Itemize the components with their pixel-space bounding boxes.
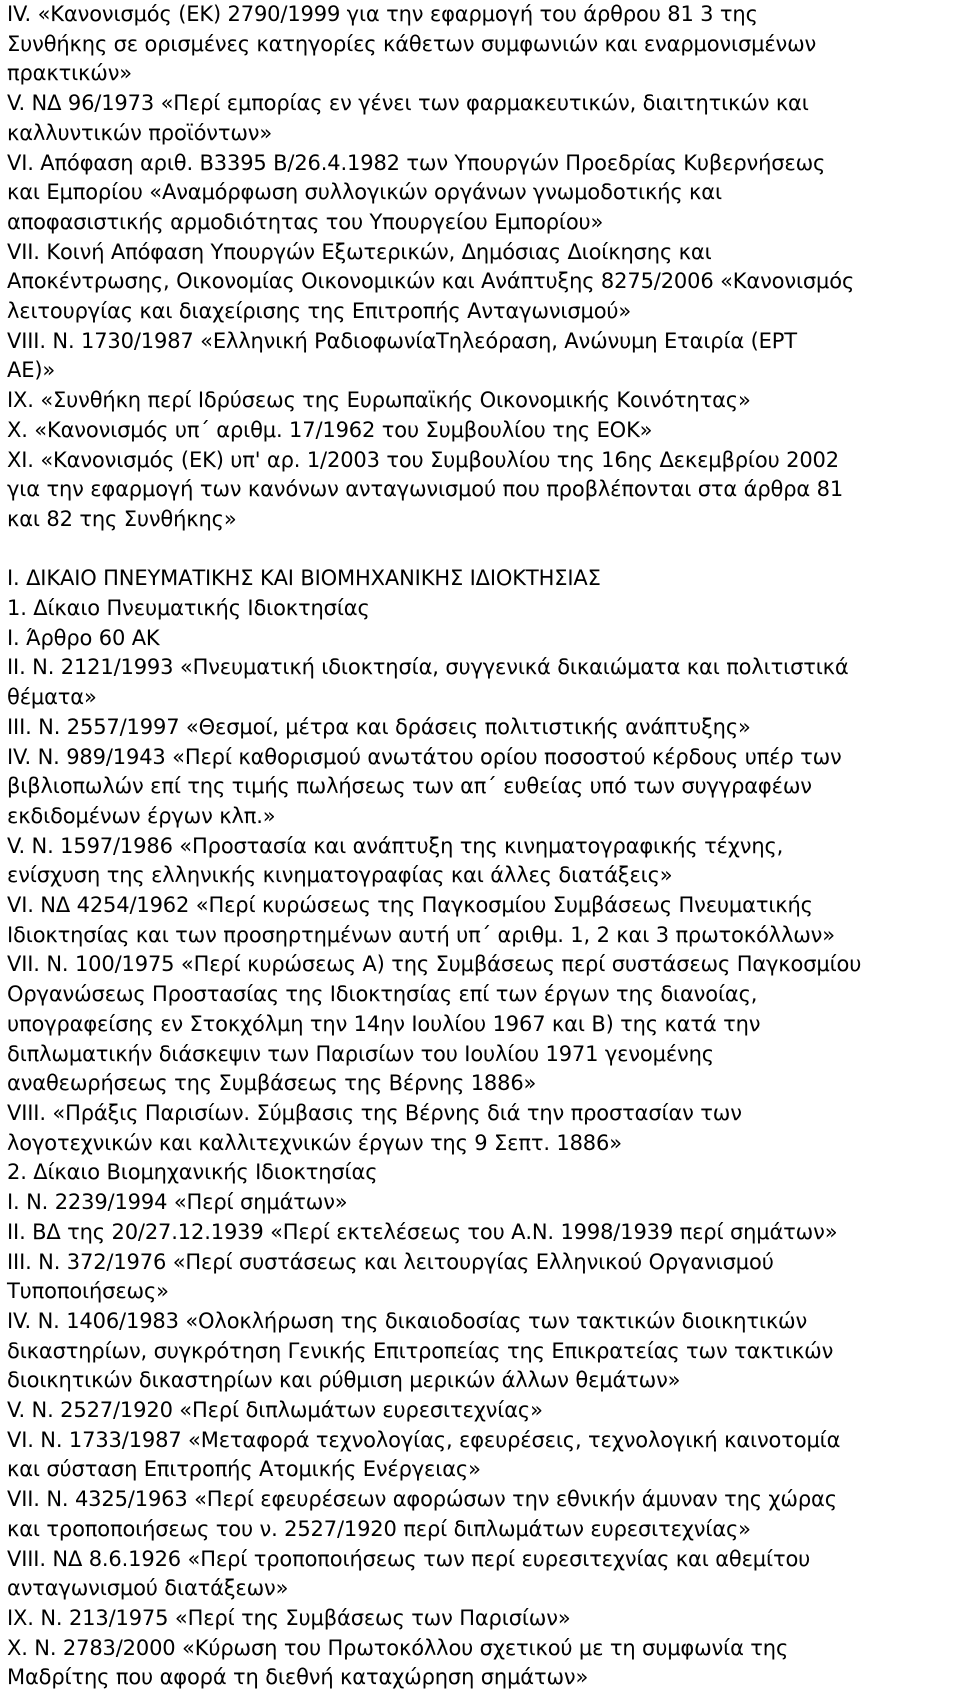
text-line: IX. «Συνθήκη περί Ιδρύσεως της Ευρωπαϊκής Οικονομικής Κοινότητας» [7, 388, 751, 413]
text-line: Συνθήκης σε ορισμένες κατηγορίες κάθετων συμφωνιών και εναρμονισμένων [7, 31, 817, 56]
text-line: I. Ν. 2239/1994 «Περί σημάτων» [7, 1190, 348, 1215]
text-line: IV. Ν. 1406/1983 «Ολοκλήρωση της δικαιοδοσίας των τακτικών διοικητικών [7, 1308, 808, 1333]
text-line: διπλωματικήν διάσκεψιν των Παρισίων του Ιουλίου 1971 γενομένης [7, 1041, 714, 1066]
text-line: 2. Δίκαιο Βιομηχανικής Ιδιοκτησίας [7, 1160, 378, 1185]
text-line: VI. Απόφαση αριθ. Β3395 Β/26.4.1982 των Υπουργών Προεδρίας Κυβερνήσεως [7, 150, 826, 175]
text-line: ΑΕ)» [7, 358, 56, 383]
text-line: I. ΔΙΚΑΙΟ ΠΝΕΥΜΑΤΙΚΗΣ ΚΑΙ ΒΙΟΜΗΧΑΝΙΚΗΣ ΙΔΙΟΚΤΗΣΙΑΣ [7, 566, 601, 591]
text-line: V. ΝΔ 96/1973 «Περί εμπορίας εν γένει των φαρμακευτικών, διαιτητικών και [7, 91, 809, 116]
text-line: X. «Κανονισμός υπ΄ αριθμ. 17/1962 του Συμβουλίου της ΕΟΚ» [7, 417, 653, 442]
text-line: VII. Κοινή Απόφαση Υπουργών Εξωτερικών, Δημόσιας Διοίκησης και [7, 239, 712, 264]
text-line: και τροποποιήσεως του ν. 2527/1920 περί διπλωμάτων ευρεσιτεχνίας» [7, 1516, 751, 1541]
text-line: 1. Δίκαιο Πνευματικής Ιδιοκτησίας [7, 596, 370, 621]
text-line: Ιδιοκτησίας και των προσηρτημένων αυτή υπ΄ αριθμ. 1, 2 και 3 πρωτοκόλλων» [7, 922, 835, 947]
text-line: II. ΒΔ της 20/27.12.1939 «Περί εκτελέσεως του Α.Ν. 1998/1939 περί σημάτων» [7, 1219, 838, 1244]
text-line: θέματα» [7, 685, 97, 710]
text-line: V. Ν. 1597/1986 «Προστασία και ανάπτυξη της κινηματογραφικής τέχνης, [7, 833, 784, 858]
text-line: VII. Ν. 4325/1963 «Περί εφευρέσεων αφορώσων την εθνικήν άμυναν της χώρας [7, 1487, 837, 1512]
text-line: βιβλιοπωλών επί της τιμής πωλήσεως των απ΄ ευθείας υπό των συγγραφέων [7, 774, 812, 799]
text-line: Τυποποιήσεως» [7, 1279, 169, 1304]
text-line: Οργανώσεως Προστασίας της Ιδιοκτησίας επί των έργων της διανοίας, [7, 982, 758, 1007]
text-line: Αποκέντρωσης, Οικονομίας Οικονομικών και Ανάπτυξης 8275/2006 «Κανονισμός [7, 269, 855, 294]
text-line: V. Ν. 2527/1920 «Περί διπλωμάτων ευρεσιτεχνίας» [7, 1398, 543, 1423]
text-line: διοικητικών δικαστηρίων και ρύθμιση μερικών άλλων θεμάτων» [7, 1368, 681, 1393]
text-line: και σύσταση Επιτροπής Ατομικής Ενέργειας» [7, 1457, 481, 1482]
text-line: II. Ν. 2121/1993 «Πνευματική ιδιοκτησία, συγγενικά δικαιώματα και πολιτιστικά [7, 655, 849, 680]
text-line: X. Ν. 2783/2000 «Κύρωση του Πρωτοκόλλου σχετικού με τη συμφωνία της [7, 1635, 789, 1660]
text-line: XI. «Κανονισμός (ΕΚ) υπ' αρ. 1/2003 του Συμβουλίου της 16ης Δεκεμβρίου 2002 [7, 447, 839, 472]
text-line: λειτουργίας και διαχείρισης της Επιτροπής Ανταγωνισμού» [7, 299, 632, 324]
text-line: ανταγωνισμού διατάξεων» [7, 1576, 289, 1601]
text-line: πρακτικών» [7, 61, 132, 86]
text-line: υπογραφείσης εν Στοκχόλμη την 14ην Ιουλίου 1967 και Β) της κατά την [7, 1011, 761, 1036]
text-line: για την εφαρμογή των κανόνων ανταγωνισμού που προβλέπονται στα άρθρα 81 [7, 477, 844, 502]
text-line: VI. Ν. 1733/1987 «Μεταφορά τεχνολογίας, εφευρέσεις, τεχνολογική καινοτομία [7, 1427, 841, 1452]
text-line: VIII. Ν. 1730/1987 «Ελληνική ΡαδιοφωνίαΤηλεόραση, Ανώνυμη Εταιρία (ΕΡΤ [7, 328, 797, 353]
legislation-list-part-2 [7, 564, 952, 1693]
text-line: III. Ν. 372/1976 «Περί συστάσεως και λειτουργίας Ελληνικού Οργανισμού [7, 1249, 774, 1274]
text-line: λογοτεχνικών και καλλιτεχνικών έργων της 9 Σεπτ. 1886» [7, 1130, 622, 1155]
text-line: αναθεωρήσεως της Συμβάσεως της Βέρνης 1886» [7, 1071, 537, 1096]
text-line: δικαστηρίων, συγκρότηση Γενικής Επιτροπείας της Επικρατείας των τακτικών [7, 1338, 834, 1363]
text-line: IV. «Κανονισμός (ΕΚ) 2790/1999 για την εφαρμογή του άρθρου 81 3 της [7, 2, 758, 26]
text-line: IV. Ν. 989/1943 «Περί καθορισμού ανωτάτου ορίου ποσοστού κέρδους υπέρ των [7, 744, 842, 769]
text-line: Μαδρίτης που αφορά τη διεθνή καταχώρηση σημάτων» [7, 1665, 589, 1690]
text-line: και 82 της Συνθήκης» [7, 506, 237, 531]
blank-line [7, 535, 952, 565]
text-line: III. Ν. 2557/1997 «Θεσμοί, μέτρα και δράσεις πολιτιστικής ανάπτυξης» [7, 714, 751, 739]
text-line: αποφασιστικής αρμοδιότητας του Υπουργείου Εμπορίου» [7, 209, 604, 234]
text-line: καλλυντικών προϊόντων» [7, 120, 273, 145]
text-line: VI. ΝΔ 4254/1962 «Περί κυρώσεως της Παγκοσμίου Συμβάσεως Πνευματικής [7, 893, 813, 918]
legislation-list-part-1 [7, 0, 952, 535]
text-line: IX. Ν. 213/1975 «Περί της Συμβάσεως των Παρισίων» [7, 1605, 571, 1630]
text-line: ενίσχυση της ελληνικής κινηματογραφίας και άλλες διατάξεις» [7, 863, 673, 888]
text-line: και Εμπορίου «Αναμόρφωση συλλογικών οργάνων γνωμοδοτικής και [7, 180, 722, 205]
text-line: VIII. ΝΔ 8.6.1926 «Περί τροποποιήσεως των περί ευρεσιτεχνίας και αθεμίτου [7, 1546, 811, 1571]
text-line: VIII. «Πράξις Παρισίων. Σύμβασις της Βέρνης διά την προστασίαν των [7, 1101, 742, 1125]
text-line: I. Άρθρο 60 ΑΚ [7, 625, 160, 650]
text-line: εκδιδομένων έργων κλπ.» [7, 803, 276, 828]
text-line: VII. Ν. 100/1975 «Περί κυρώσεως Α) της Συμβάσεως περί συστάσεως Παγκοσμίου [7, 952, 862, 977]
